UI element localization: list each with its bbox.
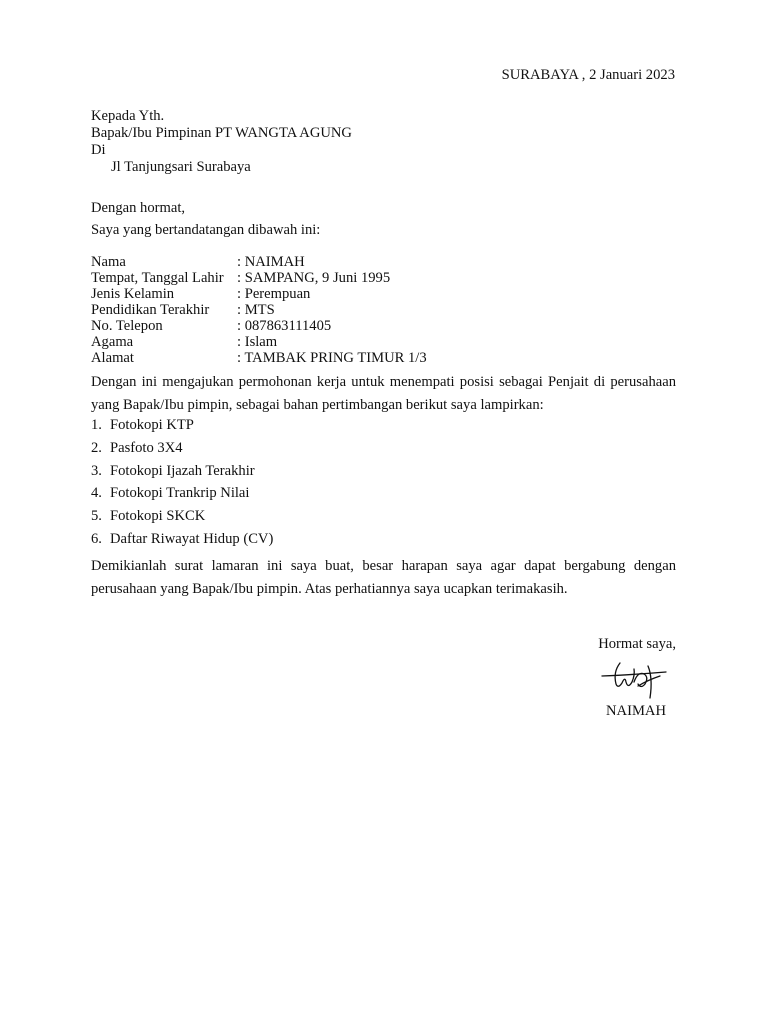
detail-value: : MTS	[237, 302, 275, 318]
list-item	[91, 528, 273, 551]
intro-text: Saya yang bertandatangan dibawah ini:	[91, 222, 321, 238]
detail-label: Agama	[91, 334, 134, 350]
list-item	[91, 414, 273, 437]
list-item	[91, 460, 273, 483]
letter-date: SURABAYA , 2 Januari 2023	[501, 67, 675, 83]
list-item	[91, 437, 273, 460]
detail-label: Nama	[91, 254, 126, 270]
detail-value: : Perempuan	[237, 286, 311, 302]
list-text: Fotokopi Trankrip Nilai	[110, 485, 250, 502]
list-number: 2.	[91, 439, 102, 456]
detail-label: Pendidikan Terakhir	[91, 302, 210, 318]
signatory-name: NAIMAH	[606, 703, 666, 719]
detail-label: Tempat, Tanggal Lahir	[91, 270, 224, 286]
list-number: 1.	[91, 417, 102, 433]
list-item	[91, 482, 273, 505]
greeting: Dengan hormat,	[91, 200, 186, 216]
recipient-line-4: Jl Tanjungsari Surabaya	[111, 159, 251, 175]
list-text: Fotokopi Ijazah Terakhir	[110, 462, 255, 479]
list-text: Fotokopi SKCK	[110, 508, 206, 525]
applicant-details	[91, 254, 427, 366]
recipient-line-1: Kepada Yth.	[91, 108, 165, 124]
detail-value: : 087863111405	[237, 318, 332, 334]
detail-label: No. Telepon	[91, 318, 163, 334]
list-text: Daftar Riwayat Hidup (CV)	[110, 530, 274, 547]
recipient-block	[91, 108, 352, 176]
list-number: 3.	[91, 462, 102, 479]
detail-value: : TAMBAK PRING TIMUR 1/3	[237, 350, 427, 366]
list-text: Pasfoto 3X4	[110, 439, 183, 456]
recipient-line-3: Di	[91, 142, 106, 158]
detail-row	[91, 318, 427, 334]
closing-paragraph: Demikianlah surat lamaran ini saya buat, besar harapan saya agar dapat bergabung dengan perusahaan yang Bapak/Ibu pimpin. Atas perhatiannya saya ucapkan terimakasih.	[91, 558, 676, 597]
detail-label: Alamat	[91, 350, 134, 366]
signature-icon	[598, 658, 670, 700]
detail-row	[91, 302, 427, 318]
detail-value: : NAIMAH	[237, 254, 305, 270]
detail-label: Jenis Kelamin	[91, 286, 175, 302]
list-number: 6.	[91, 530, 102, 547]
list-number: 4.	[91, 485, 102, 502]
application-paragraph: Dengan ini mengajukan permohonan kerja untuk menempati posisi sebagai Penjait di perusahaan yang Bapak/Ibu pimpin, sebagai bahan pertimbangan berikut saya lampirkan:	[91, 374, 676, 413]
detail-row	[91, 334, 427, 350]
detail-row	[91, 254, 427, 270]
closing-salutation: Hormat saya,	[598, 636, 676, 652]
detail-value: : SAMPANG, 9 Juni 1995	[237, 270, 391, 286]
recipient-line-2: Bapak/Ibu Pimpinan PT WANGTA AGUNG	[91, 125, 352, 141]
list-number: 5.	[91, 508, 102, 525]
attachments-list	[91, 414, 273, 551]
list-item	[91, 505, 273, 528]
detail-row	[91, 350, 427, 366]
detail-row	[91, 286, 427, 302]
detail-value: : Islam	[237, 334, 278, 350]
list-text: Fotokopi KTP	[110, 417, 194, 433]
detail-row	[91, 270, 427, 286]
